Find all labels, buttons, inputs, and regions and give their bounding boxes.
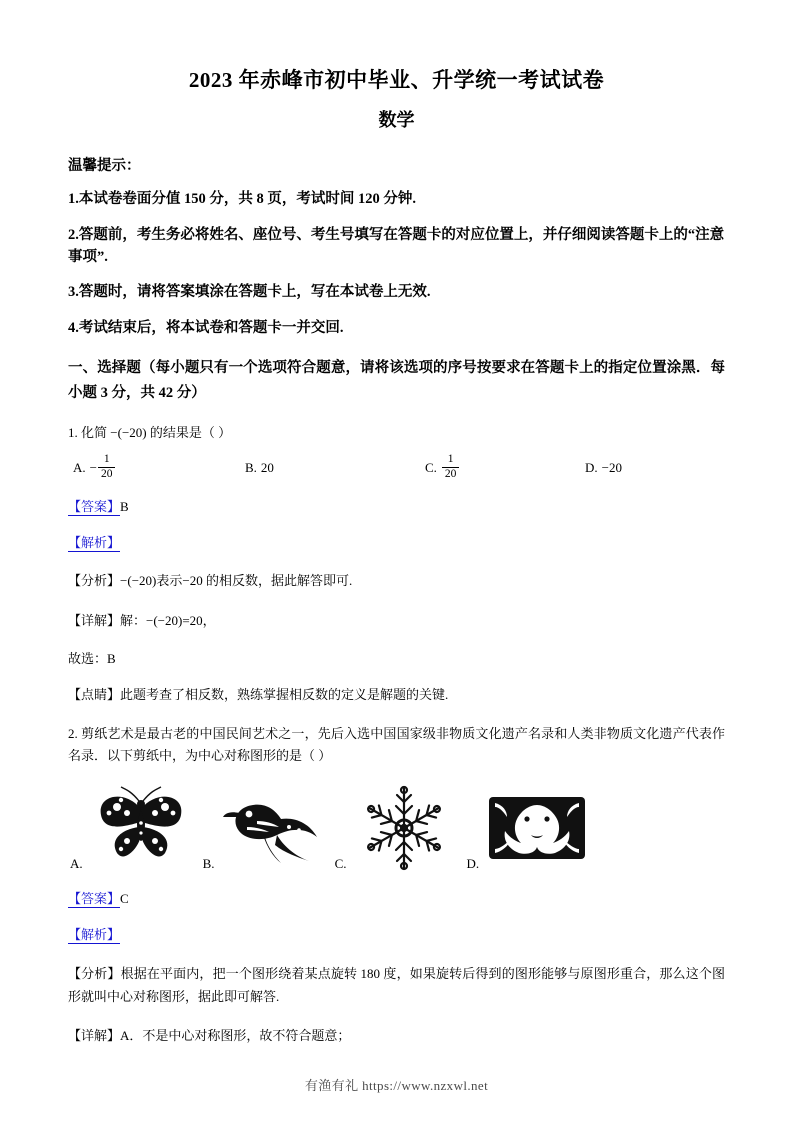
option-a-label: A. [73,460,86,476]
question-2-option-c[interactable] [335,782,457,874]
double-fish-papercut-icon [485,782,589,874]
answer-value: C [120,891,129,907]
question-1-option-b[interactable] [245,454,425,481]
question-2-option-d[interactable] [466,782,589,874]
question-1-choose: 故选：B [68,651,116,667]
butterfly-papercut-icon [89,782,193,874]
question-2-option-b[interactable] [203,782,325,874]
question-1-explain [68,533,725,554]
figure-c-label: C. [334,856,347,872]
option-a-fraction [98,453,116,480]
point-tag: 【点睛】 [68,687,121,703]
question-2-analysis [68,962,725,1009]
notice-item-2: 2.答题前，考生务必将姓名、座位号、考生号填写在答题卡的对应位置上，并仔细阅读答题卡上的“注意事项”. [68,226,725,265]
question-2-stem [68,723,725,769]
option-b-text: 20 [260,460,274,476]
notice-item-3: 3.答题时，请将答案填涂在答题卡上，写在本试卷上无效. [68,284,431,301]
answer-tag: 【答案】 [68,891,121,907]
analysis-expr-paren: (−20) [127,573,157,589]
figure-b-label: B. [202,856,215,872]
question-1-detail [68,609,725,632]
question-2-explain [68,925,725,946]
question-2-options [68,782,725,874]
analysis-text: 根据在平面内，把一个图形绕着某点旋转 180 度，如果旋转后得到的图形能够与原图形重合，那么这个图形就叫中心对称图形，据此即可解答. [68,965,725,1005]
answer-tag: 【答案】 [68,498,121,514]
question-1-stem [68,422,725,445]
question-1-option-d[interactable] [585,454,725,481]
page-title: 2023 年赤峰市初中毕业、升学统一考试试卷 [188,68,605,92]
detail-tag: 【详解】 [68,1028,121,1044]
question-1-stem-prefix: 化简 [81,424,108,440]
question-2-number: 2. [68,725,78,741]
notice-item-1: 1.本试卷卷面分值 150 分，共 8 页，考试时间 120 分钟. [68,191,416,207]
analysis-text: 表示−20 的相反数，据此解答即可. [156,573,353,589]
section-one-heading: 一、选择题（每小题只有一个选项符合题意，请将该选项的序号按要求在答题卡上的指定位置涂黑．每小题 3 分，共 42 分） [68,359,725,401]
answer-value: B [120,498,129,514]
question-1-option-c[interactable] [425,454,585,481]
question-2-answer [68,889,725,910]
option-d-text: −20 [601,460,622,476]
figure-d-label: D. [466,856,480,872]
option-c-label: C. [425,460,437,476]
explain-tag: 【解析】 [68,926,121,942]
detail-tag: 【详解】 [68,612,121,628]
question-1-answer [68,497,725,518]
notice-item-4: 4.考试结束后，将本试卷和答题卡一并交回. [68,320,344,336]
option-a-numerator: 1 [103,453,110,466]
notice-heading: 温馨提示： [68,158,141,174]
subject-title: 数学 [378,110,415,130]
question-2-stem-text: 剪纸艺术是最古老的中国民间艺术之一，先后入选中国国家级非物质文化遗产名录和人类非物质文化遗产代表作名录．以下剪纸中，为中心对称图形的是（ ） [68,725,725,764]
option-b-label: B. [245,460,257,476]
option-c-numerator: 1 [447,453,454,466]
option-c-fraction [442,453,460,480]
detail-text: A．不是中心对称图形，故不符合题意； [120,1028,351,1044]
analysis-tag: 【分析】 [68,965,121,981]
question-1-expr-paren: (−20) [117,424,147,440]
swallow-papercut-icon [221,782,325,874]
option-c-denominator: 20 [442,467,460,481]
question-2-option-a[interactable] [70,782,193,874]
option-a-text: − [89,460,97,476]
option-d-label: D. [585,460,598,476]
snowflake-papercut-icon [352,782,456,874]
detail-text: 解：−(−20)=20， [120,612,216,628]
analysis-expr-minus: − [120,573,128,589]
question-1-number: 1. [68,424,78,440]
analysis-tag: 【分析】 [68,573,121,589]
question-2-detail [68,1024,725,1047]
question-1-expr-minus: − [110,424,118,440]
question-1-options [68,454,725,481]
figure-a-label: A. [70,856,83,872]
question-1-stem-suffix: 的结果是（ ） [149,424,232,440]
question-1-option-a[interactable] [68,454,245,481]
question-1-analysis [68,569,725,592]
point-text: 此题考查了相反数，熟练掌握相反数的定义是解题的关键. [120,687,449,703]
question-1-point [68,683,725,706]
explain-tag: 【解析】 [68,534,121,550]
option-a-denominator: 20 [98,467,116,481]
page-footer: 有渔有礼 https://www.nzxwl.net [304,1078,489,1093]
